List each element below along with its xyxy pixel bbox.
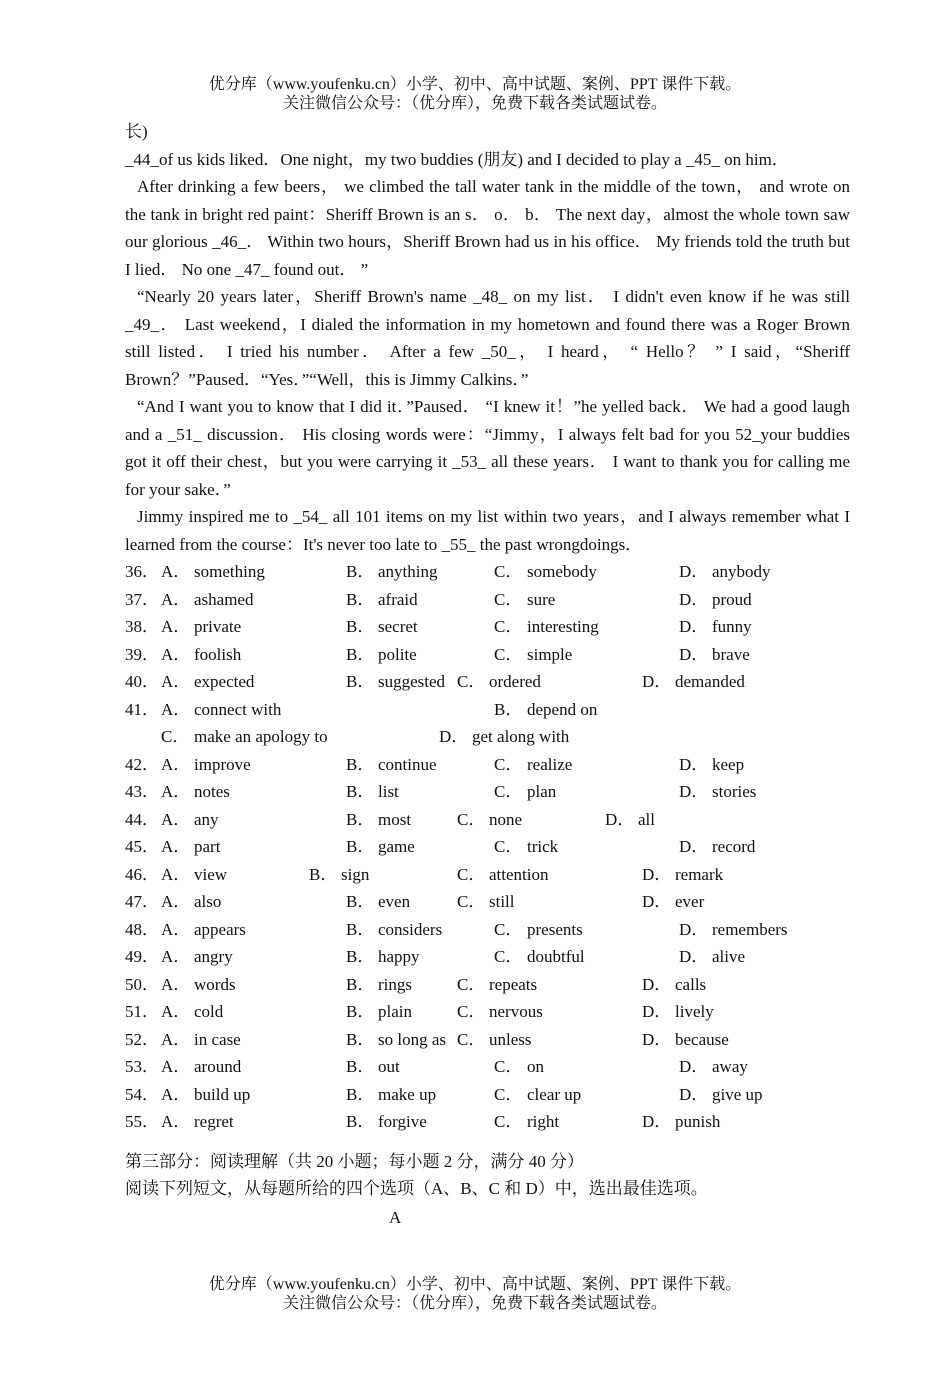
option-text: also xyxy=(194,892,222,911)
option-label: A． xyxy=(161,562,191,581)
question-number: 53． xyxy=(125,1057,159,1076)
option-text: stories xyxy=(712,782,757,801)
option-text: so long as xyxy=(378,1029,446,1049)
passage-paragraph: After drinking a few beers， we climbed the tall water tank in the middle of the town， and wrote on the tank in bright red paint：Sheriff Brown is an s． o． b． The next day，almost the whole town saw our glorious _46_． Within two hours，Sheriff Brown had us in his office． My friends told the truth but I lied． No one _47_ found out． ” xyxy=(125,177,850,279)
option-label: A． xyxy=(161,672,191,691)
option-text: all xyxy=(638,809,655,829)
option-text: anybody xyxy=(712,562,771,581)
option-label: A． xyxy=(161,892,191,911)
option-label: A． xyxy=(161,617,191,636)
footer-line-2: 关注微信公众号：（优分库），免费下载各类试题试卷。 xyxy=(282,1295,667,1312)
option-text: unless xyxy=(489,1029,532,1049)
option-text: cold xyxy=(194,1002,224,1021)
option-text: proud xyxy=(712,589,752,609)
option-text: attention xyxy=(489,864,549,884)
question-36 xyxy=(125,558,850,586)
option-text: regret xyxy=(194,1112,234,1131)
question-45 xyxy=(125,833,850,861)
option-label: C． xyxy=(494,919,523,939)
question-number: 55． xyxy=(125,1112,159,1131)
option-label: B． xyxy=(346,947,375,966)
option-label: C． xyxy=(494,562,523,581)
section-instruction: 阅读下列短文，从每题所给的四个选项（A、B、C 和 D）中，选出最佳选项。 xyxy=(125,1179,708,1198)
option-label: A． xyxy=(161,1084,191,1104)
question-number: 50． xyxy=(125,974,159,994)
question-39 xyxy=(125,641,850,669)
question-number: 52． xyxy=(125,1029,159,1049)
question-number: 46． xyxy=(125,864,159,884)
option-text: on xyxy=(527,1057,544,1076)
option-label: B． xyxy=(494,699,523,719)
option-text: remark xyxy=(675,864,724,884)
option-label: D． xyxy=(642,1002,672,1021)
option-text: remembers xyxy=(712,919,788,939)
option-label: B． xyxy=(346,892,375,911)
question-46 xyxy=(125,861,850,889)
option-text: demanded xyxy=(675,672,745,691)
question-37 xyxy=(125,586,850,614)
option-text: realize xyxy=(527,754,573,774)
option-label: A． xyxy=(161,1057,191,1076)
option-label: A． xyxy=(161,589,191,609)
option-label: B． xyxy=(346,919,375,939)
question-55 xyxy=(125,1108,850,1136)
option-text: away xyxy=(712,1057,748,1076)
option-text: even xyxy=(378,892,411,911)
option-label: D． xyxy=(679,589,709,609)
passage-paragraph: “Nearly 20 years later，Sheriff Brown's name _48_ on my list． I didn't even know if he was still _49_． Last weekend，I dialed the information in my hometown and found there was a Roger Brown still listed． I tried his number． After a few _50_， I heard， “ Hello？ ” I said，“Sheriff Brown？”Paused．“Yes．”“Well，this is Jimmy Calkins．” xyxy=(125,287,850,389)
question-50 xyxy=(125,971,850,999)
option-label: C． xyxy=(161,727,190,746)
option-label: A． xyxy=(161,782,191,801)
header-line-2: 关注微信公众号：（优分库），免费下载各类试题试卷。 xyxy=(282,95,667,112)
option-label: C． xyxy=(494,947,523,966)
option-text: get along with xyxy=(472,727,570,746)
option-label: D． xyxy=(679,617,709,636)
option-text: still xyxy=(489,892,515,911)
question-49 xyxy=(125,943,850,971)
option-text: nervous xyxy=(489,1002,543,1021)
option-text: calls xyxy=(675,974,707,994)
option-text: something xyxy=(194,562,265,581)
option-label: A． xyxy=(161,809,191,829)
option-label: D． xyxy=(679,754,709,774)
option-label: A． xyxy=(161,1029,191,1049)
option-label: B． xyxy=(346,974,375,994)
option-text: depend on xyxy=(527,699,598,719)
question-number: 42． xyxy=(125,754,159,774)
option-text: view xyxy=(194,864,228,884)
option-label: D． xyxy=(679,782,709,801)
option-label: D． xyxy=(679,947,709,966)
option-label: D． xyxy=(642,1112,672,1131)
option-label: C． xyxy=(494,754,523,774)
question-40 xyxy=(125,668,850,696)
option-text: sure xyxy=(527,589,556,609)
option-label: C． xyxy=(457,1002,486,1021)
option-label: C． xyxy=(494,589,523,609)
option-label: B． xyxy=(346,837,375,856)
option-text: continue xyxy=(378,754,437,774)
option-text: out xyxy=(378,1057,400,1076)
option-text: clear up xyxy=(527,1084,582,1104)
option-text: interesting xyxy=(527,617,599,636)
option-text: lively xyxy=(675,1002,714,1021)
option-label: D． xyxy=(679,562,709,581)
question-number: 38． xyxy=(125,617,159,636)
option-text: make an apology to xyxy=(194,727,328,746)
option-text: make up xyxy=(378,1084,437,1104)
question-number: 43． xyxy=(125,782,159,801)
option-label: C． xyxy=(457,1029,486,1049)
option-text: list xyxy=(378,782,399,801)
option-label: B． xyxy=(346,644,375,664)
option-label: B． xyxy=(346,562,375,581)
option-text: ashamed xyxy=(194,589,254,609)
page-footer xyxy=(0,1275,950,1313)
option-label: D． xyxy=(605,809,635,829)
option-text: part xyxy=(194,837,221,856)
option-label: D． xyxy=(679,837,709,856)
option-text: suggested xyxy=(378,672,446,691)
option-label: D． xyxy=(679,644,709,664)
question-47 xyxy=(125,888,850,916)
question-number: 54． xyxy=(125,1084,159,1104)
option-label: D． xyxy=(642,974,672,994)
option-text: polite xyxy=(378,644,417,664)
option-label: A． xyxy=(161,864,191,884)
option-text: angry xyxy=(194,947,233,966)
option-label: A． xyxy=(161,837,191,856)
question-list xyxy=(125,558,850,1136)
option-label: B． xyxy=(346,589,375,609)
option-label: D． xyxy=(679,1084,709,1104)
passage-label: A xyxy=(389,1207,402,1227)
option-label: B． xyxy=(346,1057,375,1076)
question-number: 47． xyxy=(125,892,159,911)
option-label: A． xyxy=(161,947,191,966)
option-text: game xyxy=(378,837,415,856)
option-label: B． xyxy=(309,864,338,884)
question-number: 41． xyxy=(125,699,159,719)
option-text: ordered xyxy=(489,672,541,691)
exam-content xyxy=(125,118,850,1233)
option-label: B． xyxy=(346,1084,375,1104)
option-label: C． xyxy=(494,1057,523,1076)
option-text: most xyxy=(378,809,412,829)
option-text: words xyxy=(194,974,236,994)
option-label: D． xyxy=(642,864,672,884)
passage-paragraph: 长) xyxy=(125,122,148,141)
footer-line-1: 优分库（www.youfenku.cn）小学、初中、高中试题、案例、PPT 课件下载。 xyxy=(208,1276,742,1293)
question-42 xyxy=(125,751,850,779)
option-text: doubtful xyxy=(527,947,585,966)
option-text: plan xyxy=(527,782,557,801)
option-label: B． xyxy=(346,617,375,636)
option-label: A． xyxy=(161,699,191,719)
option-text: happy xyxy=(378,947,420,966)
question-52 xyxy=(125,1026,850,1054)
option-label: C． xyxy=(457,864,486,884)
option-text: rings xyxy=(378,974,412,994)
option-text: record xyxy=(712,837,756,856)
option-label: C． xyxy=(494,1112,523,1131)
option-label: C． xyxy=(457,974,486,994)
option-label: B． xyxy=(346,809,375,829)
option-label: D． xyxy=(642,672,672,691)
option-label: C． xyxy=(457,809,486,829)
option-text: forgive xyxy=(378,1112,427,1131)
option-label: A． xyxy=(161,1002,191,1021)
option-label: C． xyxy=(494,644,523,664)
option-text: keep xyxy=(712,754,745,774)
option-label: B． xyxy=(346,1002,375,1021)
option-text: give up xyxy=(712,1084,763,1104)
question-number: 40． xyxy=(125,672,159,691)
question-number: 48． xyxy=(125,919,159,939)
option-text: none xyxy=(489,809,523,829)
question-number: 36． xyxy=(125,562,159,581)
option-label: C． xyxy=(494,617,523,636)
question-number: 45． xyxy=(125,837,159,856)
option-label: B． xyxy=(346,1112,375,1131)
option-text: trick xyxy=(527,837,559,856)
option-label: A． xyxy=(161,919,191,939)
option-label: A． xyxy=(161,1112,191,1131)
option-text: repeats xyxy=(489,974,538,994)
option-label: D． xyxy=(642,1029,672,1049)
option-label: D． xyxy=(679,1057,709,1076)
option-text: presents xyxy=(527,919,583,939)
question-43 xyxy=(125,778,850,806)
section-three xyxy=(125,1148,850,1233)
question-number: 37． xyxy=(125,589,159,609)
option-text: right xyxy=(527,1112,560,1131)
option-label: D． xyxy=(679,919,709,939)
question-53 xyxy=(125,1053,850,1081)
question-41 xyxy=(125,696,850,724)
option-text: simple xyxy=(527,644,573,664)
option-text: around xyxy=(194,1057,242,1076)
option-label: C． xyxy=(457,892,486,911)
question-number: 51． xyxy=(125,1002,159,1021)
option-text: punish xyxy=(675,1112,721,1131)
question-54 xyxy=(125,1081,850,1109)
option-text: plain xyxy=(378,1002,412,1021)
option-label: B． xyxy=(346,754,375,774)
option-text: secret xyxy=(378,617,418,636)
option-text: appears xyxy=(194,919,246,939)
option-text: notes xyxy=(194,782,230,801)
option-text: anything xyxy=(378,562,438,581)
option-text: foolish xyxy=(194,644,242,664)
option-text: because xyxy=(675,1029,729,1049)
option-text: ever xyxy=(675,892,705,911)
passage-paragraph: Jimmy inspired me to _54_ all 101 items on my list within two years，and I always remember what I learned from the course：It's never too late to _55_ the past wrongdoings． xyxy=(125,507,850,554)
question-48 xyxy=(125,916,850,944)
question-number: 44． xyxy=(125,809,159,829)
question-44 xyxy=(125,806,850,834)
option-label: A． xyxy=(161,974,191,994)
option-text: connect with xyxy=(194,699,282,719)
option-text: any xyxy=(194,809,219,829)
option-label: B． xyxy=(346,1029,375,1049)
section-title: 第三部分：阅读理解（共 20 小题；每小题 2 分，满分 40 分） xyxy=(125,1151,584,1171)
option-text: sign xyxy=(341,864,370,884)
option-text: brave xyxy=(712,644,750,664)
option-text: private xyxy=(194,617,242,636)
option-label: D． xyxy=(439,727,469,746)
option-label: B． xyxy=(346,782,375,801)
option-text: in case xyxy=(194,1029,241,1049)
option-text: somebody xyxy=(527,562,597,581)
question-number: 49． xyxy=(125,947,159,966)
question-38 xyxy=(125,613,850,641)
option-text: improve xyxy=(194,754,251,774)
option-label: B． xyxy=(346,672,375,691)
option-label: A． xyxy=(161,644,191,664)
option-label: C． xyxy=(494,837,523,856)
option-label: D． xyxy=(642,892,672,911)
option-text: expected xyxy=(194,672,255,691)
option-text: afraid xyxy=(378,589,418,609)
question-number: 39． xyxy=(125,644,159,664)
option-text: alive xyxy=(712,947,746,966)
passage-paragraph: “And I want you to know that I did it．”Paused． “I knew it！”he yelled back． We had a good laugh and a _51_ discussion． His closing words were：“Jimmy，I always felt bad for you 52_your buddies got it off their chest，but you were carrying it _53_ all these years． I want to thank you for calling me for your sake．” xyxy=(125,397,850,499)
option-text: build up xyxy=(194,1084,251,1104)
option-label: C． xyxy=(494,782,523,801)
page-header xyxy=(0,75,950,113)
option-text: considers xyxy=(378,919,443,939)
option-label: C． xyxy=(457,672,486,691)
question-51 xyxy=(125,998,850,1026)
passage-paragraph: _44_of us kids liked．One night，my two buddies (朋友) and I decided to play a _45_ on him． xyxy=(125,149,789,169)
header-line-1: 优分库（www.youfenku.cn）小学、初中、高中试题、案例、PPT 课件下载。 xyxy=(208,76,742,93)
option-text: funny xyxy=(712,617,752,636)
option-label: A． xyxy=(161,754,191,774)
question-41-continued xyxy=(125,723,850,751)
option-label: C． xyxy=(494,1084,523,1104)
